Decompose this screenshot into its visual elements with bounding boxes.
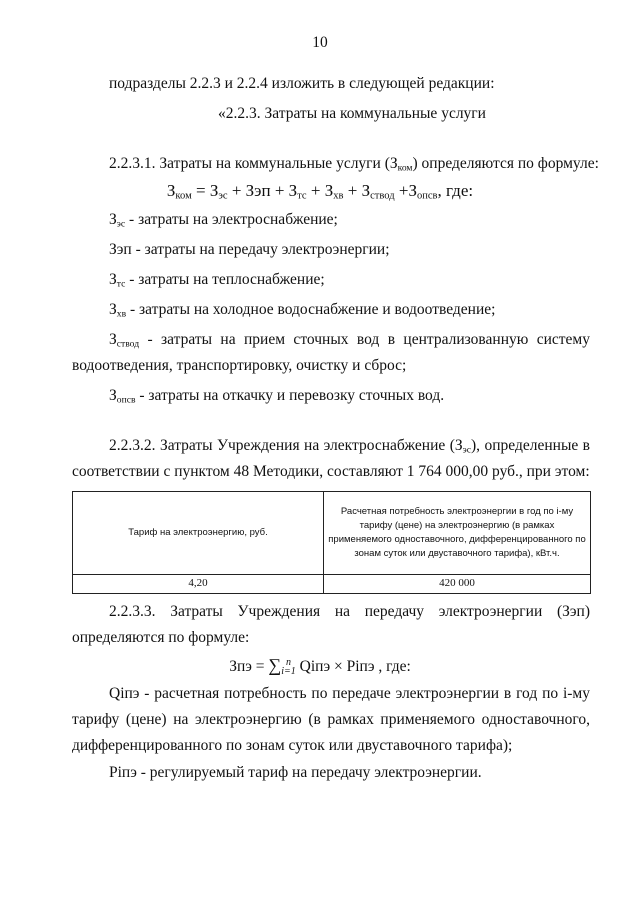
- def-sym: Зэп: [109, 241, 132, 258]
- f2-lhs: Зпэ =: [229, 658, 269, 675]
- definition-stvod-line1: [109, 331, 590, 349]
- f2-tail: , где:: [374, 658, 411, 675]
- formula-utilities: [0, 181, 640, 201]
- def-sub: эс: [116, 218, 126, 230]
- def-sym: З: [109, 211, 117, 228]
- def-opsv-sub: опсв: [116, 394, 136, 406]
- def-sub: хв: [116, 308, 127, 320]
- f1-t1-sub: эс: [218, 190, 228, 202]
- paragraph-2-2-3-2-line2: соответствии с пунктом 48 Методики, составляют 1 764 000,00 руб., при этом:: [72, 463, 590, 480]
- f1-t6: З: [408, 181, 417, 200]
- def-sym: З: [109, 271, 117, 288]
- f2-sum-sub: i=1: [281, 666, 296, 678]
- def-text: - затраты на холодное водоснабжение и водоотведение;: [126, 301, 496, 318]
- def-text: - затраты на передачу электроэнергии;: [131, 241, 390, 258]
- p2-b: ), определенные в: [471, 437, 590, 454]
- definition-line: [109, 211, 338, 229]
- f1-plus2: +: [270, 181, 289, 200]
- f1-t1: З: [209, 181, 219, 200]
- table-header-consumption: Расчетная потребность электроэнергии в год по i-му тарифу (цене) на электроэнергию (в рамках применяемого одноставочного, дифференцированного по зонам суток или двуставочного тарифа), кВт.ч.: [324, 492, 591, 575]
- f1-t2: Зэп: [245, 181, 271, 200]
- p2-sub: эс: [462, 444, 472, 456]
- tariff-table: [72, 491, 591, 594]
- p1-text-a: 2.2.3.1. Затраты на коммунальные услуги (З: [109, 155, 398, 172]
- definition-p: Piпэ - регулируемый тариф на передачу электроэнергии.: [109, 764, 482, 781]
- f1-tail: , где:: [437, 181, 474, 200]
- def-text: - затраты на электроснабжение;: [125, 211, 338, 228]
- table-header-row: [73, 492, 591, 575]
- definition-line: [109, 301, 495, 319]
- f1-plus4: +: [343, 181, 362, 200]
- f1-plus1: +: [227, 181, 246, 200]
- paragraph-2-2-3-1: [109, 155, 599, 173]
- f2-q: Qiпэ: [295, 658, 331, 675]
- f1-t5-sub: ствод: [370, 190, 395, 202]
- f1-t3: З: [288, 181, 298, 200]
- table-cell-consumption: 420 000: [324, 575, 591, 594]
- p2-a: 2.2.3.2. Затраты Учреждения на электроснабжение (З: [109, 437, 463, 454]
- definition-q-line3: дифференцированного по зонам суток или двуставочного тарифа);: [72, 737, 513, 754]
- def-sym: З: [109, 301, 117, 318]
- def-opsv-sym: З: [109, 387, 117, 404]
- def-stvod-sub: ствод: [116, 338, 140, 350]
- def-stvod-sym: З: [109, 331, 117, 348]
- definition-line: [109, 271, 325, 289]
- paragraph-2-2-3-2-line1: [109, 437, 590, 455]
- def-text: - затраты на теплоснабжение;: [125, 271, 325, 288]
- definition-opsv: [109, 387, 444, 405]
- def-stvod-text: - затраты на прием сточных вод в централизованную систему: [139, 331, 590, 348]
- f2-sum-sup: n: [286, 657, 292, 669]
- f1-plus3: +: [306, 181, 325, 200]
- f1-t6-sub: опсв: [416, 190, 438, 202]
- table-header-tariff: Тариф на электроэнергию, руб.: [73, 492, 324, 575]
- definition-stvod-line2: водоотведения, транспортировку, очистку и сброс;: [72, 357, 407, 374]
- f2-sum: ∑: [268, 655, 282, 675]
- definition-q-line1: Qiпэ - расчетная потребность по передаче электроэнергии в год по i-му: [109, 685, 590, 702]
- definition-line: [109, 241, 390, 259]
- p1-text-b: ) определяются по формуле:: [412, 155, 599, 172]
- f1-t3-sub: тс: [297, 190, 307, 202]
- paragraph-2-2-3-3-line2: определяются по формуле:: [72, 629, 250, 646]
- f1-plus5: +: [394, 181, 409, 200]
- f1-eq: =: [191, 181, 210, 200]
- f1-lhs: З: [166, 181, 176, 200]
- f2-limits: [281, 658, 296, 676]
- f2-p: Piпэ: [346, 658, 375, 675]
- def-opsv-text: - затраты на откачку и перевозку сточных вод.: [135, 387, 445, 404]
- f1-lhs-sub: ком: [175, 190, 192, 202]
- f1-t4: З: [324, 181, 334, 200]
- paragraph-2-2-3-3-line1: 2.2.3.3. Затраты Учреждения на передачу электроэнергии (Зэп): [109, 603, 590, 620]
- table-cell-tariff: 4,20: [73, 575, 324, 594]
- f2-times: ×: [330, 658, 347, 675]
- page-number: 10: [312, 34, 328, 51]
- f1-t5: З: [361, 181, 371, 200]
- def-sub: тс: [116, 278, 126, 290]
- formula-transmission: [0, 655, 640, 676]
- intro-line: подразделы 2.2.3 и 2.2.4 изложить в следующей редакции:: [109, 75, 495, 92]
- definition-q-line2: тарифу (цене) на электроэнергию (в рамках применяемого одноставочного,: [72, 711, 590, 728]
- p1-sub: ком: [397, 162, 413, 174]
- f1-t4-sub: хв: [333, 190, 344, 202]
- section-title: «2.2.3. Затраты на коммунальные услуги: [218, 105, 486, 122]
- table-row: [73, 575, 591, 594]
